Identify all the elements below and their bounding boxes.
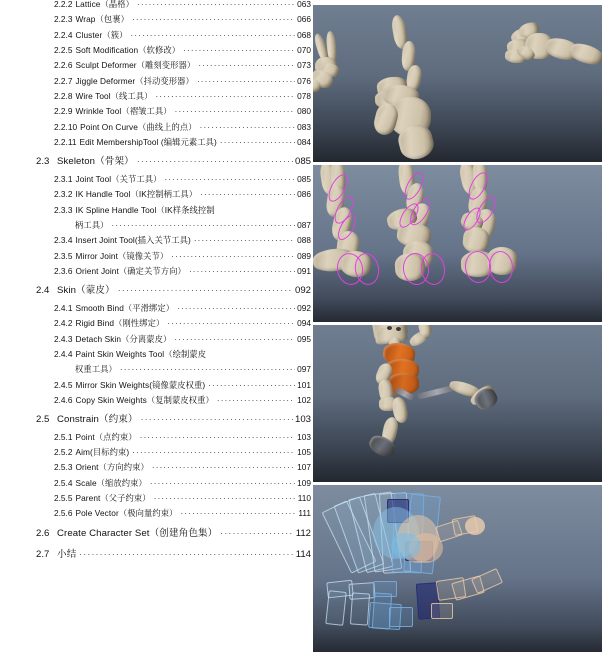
toc-page-number: 088 <box>297 235 311 246</box>
toc-page-number: 076 <box>297 75 311 86</box>
toc-entry-number: 2.2.7 <box>54 75 73 86</box>
toc-entry-number: 2.3.4 <box>54 235 73 246</box>
viewport-render <box>313 485 602 652</box>
toc-entry[interactable] <box>0 77 311 92</box>
toc-entry-label: Copy Skin Weights（复制蒙皮权重） <box>75 394 214 405</box>
toc-entry[interactable] <box>0 107 311 122</box>
toc-entry[interactable] <box>0 365 311 380</box>
toc-page-number: 110 <box>297 493 311 504</box>
toc-entry-label: IK Spline Handle Tool（IK样条线控制 <box>75 204 215 215</box>
toc-entry-label: Pole Vector（极向量约束） <box>75 508 178 519</box>
toc-dot-leader <box>130 35 295 36</box>
toc-entry-label: Joint Tool（关节工具） <box>75 173 162 184</box>
toc-entry-label: Insert Joint Tool(插入关节工具) <box>75 235 191 246</box>
toc-entry[interactable] <box>0 190 311 205</box>
toc-entry-label: Rigid Bind（刚性绑定） <box>75 318 165 329</box>
toc-entry-number: 2.2.11 <box>54 137 77 148</box>
toc-entry[interactable] <box>0 286 311 304</box>
toc-entry-number: 2.2.6 <box>54 60 73 71</box>
toc-page-number: 085 <box>297 173 311 184</box>
figure-running-character <box>313 325 602 482</box>
toc-page-number: 085 <box>294 156 311 168</box>
toc-dot-leader <box>164 179 295 180</box>
toc-dot-leader <box>180 513 296 514</box>
toc-entry[interactable] <box>0 46 311 61</box>
toc-page-number: 089 <box>297 250 311 261</box>
toc-dot-leader <box>217 400 295 401</box>
toc-entry-label: Wrinkle Tool（褶皱工具） <box>75 106 172 117</box>
toc-page-number: 105 <box>297 447 311 458</box>
toc-dot-leader <box>198 65 295 66</box>
toc-page-number: 094 <box>297 318 311 329</box>
toc-entry[interactable] <box>0 448 311 463</box>
figure-hands-gesture <box>313 5 602 162</box>
toc-entry[interactable] <box>0 157 311 175</box>
toc-page-number: 095 <box>297 333 311 344</box>
toc-dot-leader <box>194 240 295 241</box>
toc-entry-label: Orient Joint（确定关节方向） <box>75 266 186 276</box>
toc-dot-leader <box>200 194 295 195</box>
toc-dot-leader <box>140 437 295 438</box>
toc-dot-leader <box>177 308 295 309</box>
toc-page-number: 092 <box>294 285 311 297</box>
toc-entry-number: 2.2.5 <box>54 45 73 56</box>
toc-entry-number: 2.3.6 <box>54 266 73 276</box>
toc-entry[interactable] <box>0 550 311 568</box>
toc-page-number: 103 <box>294 414 311 426</box>
toc-page-number: 070 <box>297 45 311 56</box>
toc-entry-label: Lattice（晶格） <box>75 0 135 9</box>
toc-dot-leader <box>171 256 295 257</box>
toc-entry-number: 2.7 <box>36 549 50 561</box>
toc-dot-leader <box>156 96 296 97</box>
toc-entry[interactable] <box>0 206 311 221</box>
toc-page-number: 063 <box>297 0 311 9</box>
toc-page-number: 097 <box>297 364 311 375</box>
toc-entry-label: Point（点约束） <box>75 431 137 442</box>
toc-entry-label: Aim(目标约束) <box>75 447 130 458</box>
toc-entry-number: 2.4.5 <box>54 379 73 390</box>
toc-page-number: 068 <box>297 29 311 40</box>
toc-entry-label: Wire Tool（线工具） <box>75 91 153 102</box>
viewport-render <box>313 165 602 322</box>
toc-entry-label: 小结 <box>57 549 77 561</box>
toc-entry[interactable] <box>0 319 311 334</box>
toc-page-number: 084 <box>297 137 311 148</box>
toc-entry-number: 2.3 <box>36 156 50 168</box>
toc-entry-label: Soft Modification（软修改） <box>75 45 181 56</box>
toc-entry[interactable] <box>0 494 311 509</box>
toc-dot-leader <box>132 19 295 20</box>
toc-entry-label: Skin（蒙皮） <box>57 285 115 297</box>
toc-entry-number: 2.2.4 <box>54 29 73 40</box>
toc-dot-leader <box>220 533 293 534</box>
toc-dot-leader <box>197 81 295 82</box>
toc-dot-leader <box>118 290 293 291</box>
toc-dot-leader <box>79 554 293 555</box>
viewport-render <box>313 325 602 482</box>
toc-entry[interactable] <box>0 31 311 46</box>
toc-entry-number: 2.4.3 <box>54 333 73 344</box>
toc-entry-label: Edit MembershipTool (编辑元素工具) <box>79 137 217 148</box>
toc-entry-number: 2.5.2 <box>54 447 73 458</box>
toc-page-number: 073 <box>297 60 311 71</box>
toc-entry-label: Cluster（簇） <box>75 29 128 40</box>
figure-animation-ghosting <box>313 485 602 652</box>
toc-entry-number: 2.2.9 <box>54 106 73 117</box>
toc-dot-leader <box>150 483 295 484</box>
toc-entry-label: 权重工具） <box>75 364 117 375</box>
toc-entry-number: 2.5.6 <box>54 508 73 519</box>
toc-entry-number: 2.2.2 <box>54 0 73 9</box>
toc-page-number: 087 <box>297 219 311 230</box>
toc-dot-leader <box>175 111 296 112</box>
toc-dot-leader <box>137 4 295 5</box>
image-gallery <box>313 0 613 659</box>
toc-entry-label: Sculpt Deformer（雕刻变形器） <box>75 60 196 71</box>
toc-entry-label: IK Handle Tool（IK控制柄工具） <box>75 189 198 200</box>
toc-page-number: 107 <box>297 462 311 473</box>
toc-dot-leader <box>200 127 296 128</box>
toc-entry[interactable] <box>0 267 311 282</box>
toc-entry-label: Paint Skin Weights Tool（绘制蒙皮 <box>75 348 207 359</box>
toc-dot-leader <box>137 161 293 162</box>
toc-dot-leader <box>132 452 295 453</box>
toc-entry-number: 2.4.2 <box>54 318 73 329</box>
toc-entry-label: Wrap（包裹） <box>75 14 129 25</box>
toc-entry-label: Detach Skin（分离蒙皮） <box>75 333 172 344</box>
toc-entry-label: Jiggle Deformer（抖动变形器） <box>75 75 194 86</box>
toc-entry-number: 2.5.5 <box>54 493 73 504</box>
toc-dot-leader <box>183 50 295 51</box>
toc-entry-label: 柄工具） <box>75 219 109 230</box>
toc-page-number: 091 <box>297 266 311 276</box>
toc-entry-number: 2.2.10 <box>54 121 78 132</box>
toc-entry[interactable] <box>0 252 311 267</box>
figure-finger-joint-rings <box>313 165 602 322</box>
toc-page-number: 101 <box>297 379 311 390</box>
toc-page-number: 078 <box>297 91 311 102</box>
toc-page-number: 086 <box>297 189 311 200</box>
toc-entry-number: 2.6 <box>36 527 50 539</box>
viewport-render <box>313 5 602 162</box>
toc-entry[interactable] <box>0 350 311 365</box>
toc-entry[interactable] <box>0 221 311 236</box>
toc-dot-leader <box>174 339 295 340</box>
toc-page-number: 066 <box>297 14 311 25</box>
toc-entry-label: Point On Curve（曲线上的点） <box>80 121 197 132</box>
toc-entry[interactable] <box>0 61 311 76</box>
toc-entry[interactable] <box>0 415 311 433</box>
toc-entry-label: Smooth Bind（平滑绑定） <box>75 302 175 313</box>
toc-dot-leader <box>220 142 295 143</box>
toc-page-number: 083 <box>297 121 311 132</box>
toc-entry[interactable] <box>0 175 311 190</box>
toc-entry[interactable] <box>0 138 311 153</box>
toc-entry-label: Mirror Skin Weights(镜像蒙皮权重) <box>75 379 206 390</box>
toc-entry-number: 2.4 <box>36 285 50 297</box>
toc-dot-leader <box>152 467 295 468</box>
toc-dot-leader <box>189 271 295 272</box>
toc-entry[interactable] <box>0 0 311 15</box>
toc-entry-label: Skeleton（骨架） <box>57 156 134 168</box>
toc-entry-number: 2.3.3 <box>54 204 73 215</box>
toc-dot-leader <box>112 225 296 226</box>
toc-entry-number: 2.3.5 <box>54 250 73 261</box>
toc-entry[interactable] <box>0 15 311 30</box>
toc-page-number: 112 <box>295 527 311 539</box>
toc-entry-label: Orient（方向约束） <box>75 462 149 473</box>
toc-entry[interactable] <box>0 236 311 251</box>
toc-entry-number: 2.2.3 <box>54 14 73 25</box>
toc-entry[interactable] <box>0 304 311 319</box>
toc-entry[interactable] <box>0 433 311 448</box>
toc-entry[interactable] <box>0 529 311 547</box>
toc-entry-number: 2.4.6 <box>54 394 73 405</box>
toc-entry-number: 2.2.8 <box>54 91 73 102</box>
toc-entry[interactable] <box>0 479 311 494</box>
toc-entry[interactable] <box>0 123 311 138</box>
toc-page-number: 114 <box>295 549 311 561</box>
toc-dot-leader <box>167 323 295 324</box>
toc-page-number: 103 <box>297 431 311 442</box>
toc-entry-number: 2.3.2 <box>54 189 73 200</box>
toc-page-number: 080 <box>297 106 311 117</box>
toc-page-number: 111 <box>298 508 311 519</box>
toc-entry[interactable] <box>0 335 311 350</box>
toc-entry-number: 2.5.1 <box>54 431 73 442</box>
toc-dot-leader <box>208 385 295 386</box>
toc-entry-label: Scale（缩放约束） <box>75 477 147 488</box>
toc-entry[interactable] <box>0 463 311 478</box>
toc-page-number: 092 <box>297 302 311 313</box>
toc-entry-number: 2.5.3 <box>54 462 73 473</box>
toc-entry-number: 2.4.1 <box>54 302 73 313</box>
toc-entry[interactable] <box>0 509 311 524</box>
toc-dot-leader <box>141 419 293 420</box>
toc-page-number: 109 <box>297 477 311 488</box>
toc-entry-label: Mirror Joint（镜像关节） <box>75 250 169 261</box>
toc-entry-label: Create Character Set（创建角色集） <box>57 527 218 539</box>
toc-entry[interactable] <box>0 92 311 107</box>
toc-dot-leader <box>120 369 295 370</box>
toc-entry[interactable] <box>0 381 311 396</box>
toc-dot-leader <box>154 498 296 499</box>
toc-entry-number: 2.3.1 <box>54 173 73 184</box>
toc-entry-number: 2.4.4 <box>54 348 73 359</box>
toc-entry-label: Constrain（约束） <box>57 414 138 426</box>
toc-entry[interactable] <box>0 396 311 411</box>
toc-entry-number: 2.5.4 <box>54 477 73 488</box>
toc-entry-label: Parent（父子约束） <box>75 493 151 504</box>
toc-page-number: 102 <box>297 394 311 405</box>
toc-entry-number: 2.5 <box>36 414 50 426</box>
